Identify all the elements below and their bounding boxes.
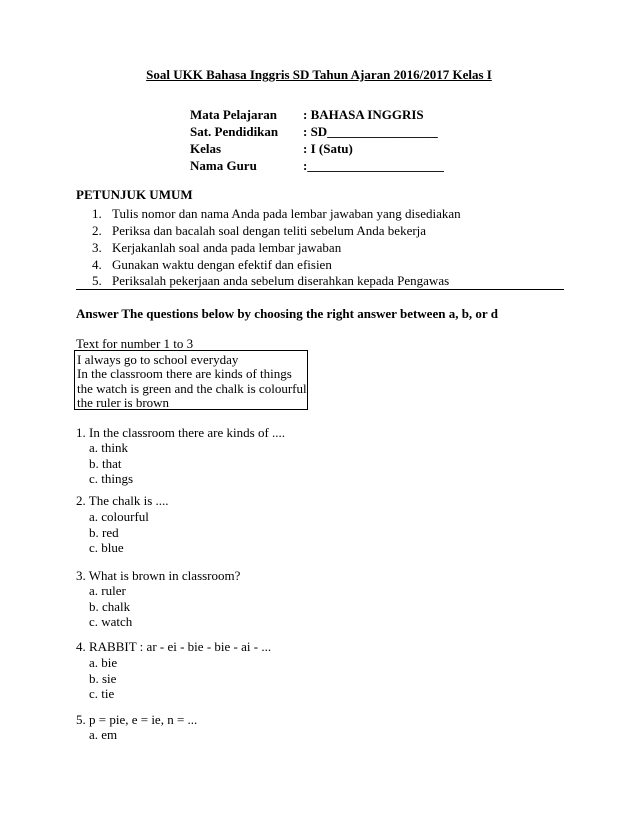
answer-option: c. things [89,471,134,486]
instructions-heading: PETUNJUK UMUM [76,187,193,202]
instruction-item [92,205,461,222]
answer-option: c. watch [89,614,133,629]
instruction-number: 5. [92,273,102,288]
answer-option: b. red [89,525,119,540]
reading-line: In the classroom there are kinds of things [77,366,292,381]
answer-option: a. em [89,727,118,742]
answer-option: a. ruler [89,583,126,598]
answer-option: c. tie [89,686,115,701]
instruction-text: Periksalah pekerjaan anda sebelum diserahkan kepada Pengawas [112,273,450,288]
question-text: 2. The chalk is .... [76,493,169,508]
info-label: Mata Pelajaran [190,107,278,122]
instruction-number: 4. [92,257,102,272]
info-label: Kelas [190,141,222,156]
document-title: Soal UKK Bahasa Inggris SD Tahun Ajaran 2016/2017 Kelas I [146,67,492,82]
info-label: Sat. Pendidikan [190,124,279,139]
instruction-number: 1. [92,206,102,221]
section-divider [76,289,564,290]
info-row-subject [0,106,638,123]
info-label: Nama Guru [190,158,257,173]
reading-line: I always go to school everyday [77,352,239,367]
answer-option: b. sie [89,671,117,686]
instruction-text: Kerjakanlah soal anda pada lembar jawaban [112,240,342,255]
answer-option: b. that [89,456,122,471]
info-value: : I (Satu) [303,141,353,156]
instruction-number: 2. [92,223,102,238]
question-text: 1. In the classroom there are kinds of .... [76,425,286,440]
info-value: : SD_________________ [303,124,438,139]
answer-option: a. think [89,440,128,455]
info-value: : BAHASA INGGRIS [303,107,424,122]
instruction-text: Periksa dan bacalah soal dengan teliti sebelum Anda bekerja [112,223,427,238]
instruction-text: Gunakan waktu dengan efektif dan efisien [112,257,332,272]
reading-line: the ruler is brown [77,395,170,410]
question-text: 5. p = pie, e = ie, n = ... [76,712,198,727]
instruction-item [92,272,449,289]
answer-option: a. bie [89,655,118,670]
reading-line: the watch is green and the chalk is colourful [77,381,307,396]
info-row-school [0,123,638,140]
instruction-text: Tulis nomor dan nama Anda pada lembar jawaban yang disediakan [112,206,461,221]
info-row-teacher [0,157,638,174]
answer-option: c. blue [89,540,124,555]
info-row-class [0,140,638,157]
instruction-number: 3. [92,240,102,255]
answer-option: b. chalk [89,599,131,614]
task-heading: Answer The questions below by choosing the right answer between a, b, or d [76,306,498,321]
instruction-item [92,256,332,273]
answer-option: a. colourful [89,509,149,524]
question-text: 3. What is brown in classroom? [76,568,241,583]
instruction-item [92,222,426,239]
text-caption: Text for number 1 to 3 [76,336,194,351]
question-text: 4. RABBIT : ar - ei - bie - bie - ai - ... [76,639,272,654]
instruction-item [92,239,341,256]
info-value: :_____________________ [303,158,444,173]
reading-text-box [74,350,308,410]
